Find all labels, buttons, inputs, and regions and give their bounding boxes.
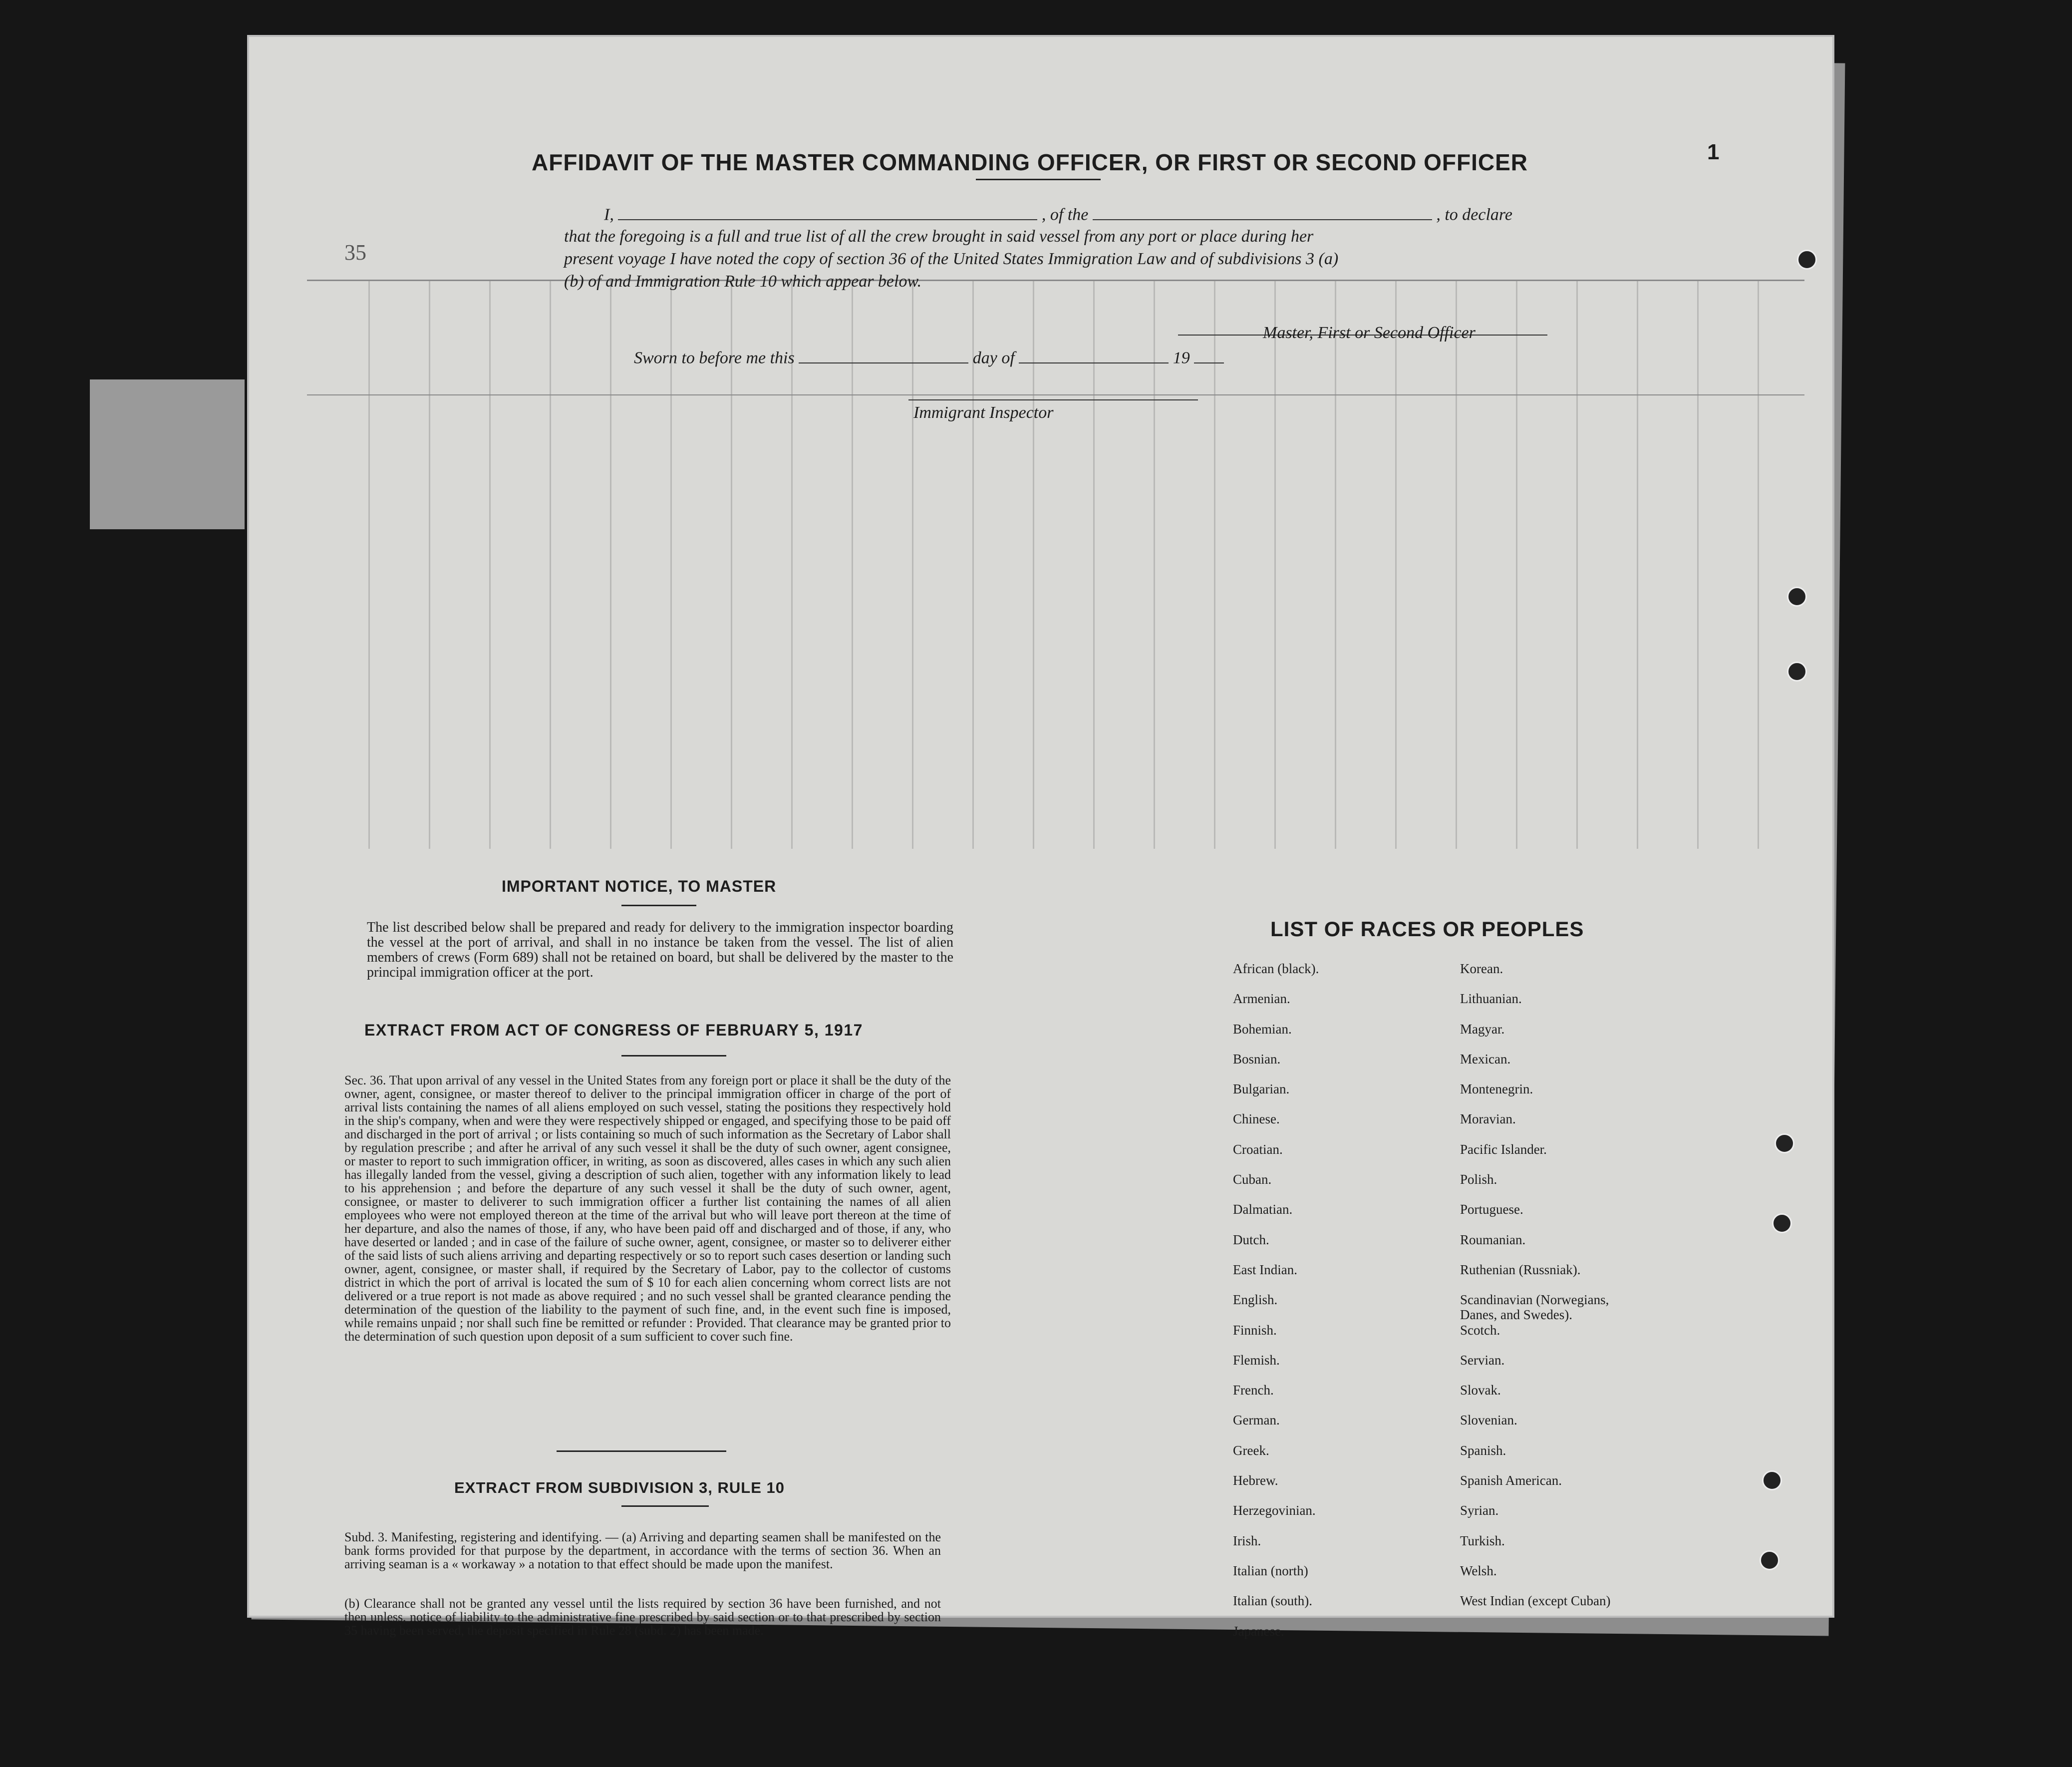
race-item: Bosnian. [1233,1051,1281,1066]
section-divider [557,1450,726,1452]
race-item: West Indian (except Cuban) [1460,1593,1611,1609]
affidavit-line-4: (b) of and Immigration Rule 10 which appear below. [564,272,922,291]
race-item: Slovak. [1460,1383,1501,1398]
race-item: English. [1233,1292,1278,1308]
day-of-label: day of [972,349,1015,367]
race-item: Scotch. [1460,1322,1500,1338]
act-title: EXTRACT FROM ACT OF CONGRESS OF FEBRUARY 5, 1917 [364,1021,863,1039]
act-underline [621,1055,726,1057]
notice-title: IMPORTANT NOTICE, TO MASTER [502,877,777,895]
punch-hole [1775,1133,1794,1153]
year-label: 19 [1173,349,1190,367]
race-item: Ruthenian (Russniak). [1460,1262,1581,1277]
race-item: Chinese. [1233,1111,1280,1127]
affidavit-line-1 [604,204,1512,225]
race-item: Servian. [1460,1352,1505,1368]
races-column-1 [1233,961,1319,1654]
name-blank [618,204,1037,220]
corner-number: 1 [1707,140,1720,164]
notice-underline [621,905,696,906]
rule-underline [621,1505,709,1507]
rule-text-a: Subd. 3. Manifesting, registering and identifying. — (a) Arriving and departing seamen shall be manifested on the bank forms provided for that purpose by the department, in accordance with the terms of section 36. When an arriving seaman is a « workaway » a notation to that effect should be made upon the manifest. [344,1530,941,1571]
punch-hole [1762,1470,1782,1490]
race-item: Hebrew. [1233,1473,1278,1488]
punch-hole [1772,1213,1792,1233]
rule-title: EXTRACT FROM SUBDIVISION 3, RULE 10 [454,1479,785,1496]
affidavit-line-3: present voyage I have noted the copy of section 36 of the United States Immigration Law and of subdivisions 3 (a) [564,250,1339,268]
master-label: Master, First or Second Officer [1263,324,1476,342]
sworn-year-blank [1194,347,1224,363]
race-item: Spanish American. [1460,1473,1562,1488]
punch-hole [1797,250,1817,270]
affidavit-i: I, [604,205,614,224]
race-item: Scandinavian (Norwegians, Danes, and Swedes). [1460,1292,1609,1323]
affidavit-of-the: , of the [1041,205,1089,224]
sworn-line [634,347,1224,368]
race-item: Greek. [1233,1442,1269,1458]
race-item: Turkish. [1460,1533,1505,1548]
race-item: Japanese. [1233,1623,1284,1639]
race-item: Armenian. [1233,991,1290,1007]
punch-hole [1787,662,1807,682]
race-item: Syrian. [1460,1503,1499,1518]
race-item: Croatian. [1233,1141,1283,1157]
race-item: Herzegovinian. [1233,1503,1316,1518]
race-item: Flemish. [1233,1352,1280,1368]
race-item: Magyar. [1460,1021,1505,1037]
affidavit-title: AFFIDAVIT OF THE MASTER COMMANDING OFFICER, OR FIRST OR SECOND OFFICER [532,149,1528,175]
left-edge-card [90,379,245,529]
sworn-day-blank [799,347,968,363]
race-item: Dutch. [1233,1232,1269,1247]
race-item: Polish. [1460,1172,1497,1187]
race-item: Bohemian. [1233,1021,1292,1037]
act-text: Sec. 36. That upon arrival of any vessel in the United States from any foreign port or place it shall be the duty of the owner, agent, consignee, or master thereof to deliver to the principal immigration officer in charge of the port of arrival lists containing the names of all aliens employed on such vessel, stating the positions they respectively hold in the ship's company, when and were they were respectively shipped or engaged, and specifying those to be paid off and discharged in the port of arrival ; or lists containing so much of such information as the Secretary of Labor shall by regulation prescribe ; and after he arrival of any such vessel it shall be the duty of such owner, agent consignee, or master to report to such immigration officer, in writing, as soon as discovered, alles cases in which any such alien has illegally landed from the vessel, giving a description of such alien, together with any information likely to lead to his apprehension ; and before the departure of any such vessel it shall be the duty of such owner, agent, consignee, or master to deliverer to such immigration officer a further list containing the names of all alien employees who were not employed thereon at the time of the arrival but who will leave port thereon at the time of her departure, and also the names of those, if any, who have been paid off and discharged and of those, if any, who have deserted or landed ; and in case of the failure of suche owner, agent, consignee, or master so to deliverer either of the said lists of such aliens arriving and departing respectively or so to report such cases desertion or landing such owner, agent, consignee, or master shall, if required by the Secretary of Labor, pay to the collector of customs district in which the port of arrival is located the sum of $ 10 for each alien concerning whom correct lists are not delivered or a true report is not made as above required ; and no such vessel shall be granted clearance pending the determination of the question of the liability to the payment of such fine, and, in the event such fine is imposed, while remains unpaid ; nor shall such fine be remitted or refunder : Provided. That clearance may be granted prior to the determination of such question upon deposit of a sum sufficient to cover such fine. [344,1073,951,1344]
page-number: 35 [344,240,366,265]
rule-text-b: (b) Clearance shall not be granted any vessel until the lists required by section 36 have been furnished, and not then unless, notice of liability to the administrative fine prescribed by said section or to that prescribed by section 35 having been served, the deposit specified in Rule 28 (subd. 2) has been made. [344,1596,941,1638]
race-item: Italian (south). [1233,1593,1312,1609]
race-item: Cuban. [1233,1172,1272,1187]
sworn-month-blank [1019,347,1169,363]
table-top-rule [307,280,1804,281]
punch-hole [1760,1550,1779,1570]
race-item: Mexican. [1460,1051,1511,1066]
title-underline [976,179,1101,180]
sworn-label: Sworn to before me this [634,349,795,367]
inspector-label: Immigrant Inspector [913,403,1054,422]
inspector-signature-line [908,399,1198,400]
race-item: Korean. [1460,961,1503,976]
race-item: Portuguese. [1460,1202,1523,1217]
race-item: Spanish. [1460,1442,1506,1458]
races-title: LIST OF RACES OR PEOPLES [1270,917,1584,941]
race-item: Roumanian. [1460,1232,1526,1247]
races-column-2 [1460,961,1640,1624]
race-item: Slovenian. [1460,1413,1517,1428]
race-item: Italian (north) [1233,1563,1308,1578]
race-item: Pacific Islander. [1460,1141,1547,1157]
affidavit-line-2: that the foregoing is a full and true list of all the crew brought in said vessel from any port or place during her [564,227,1314,246]
race-item: Finnish. [1233,1322,1277,1338]
race-item: Dalmatian. [1233,1202,1293,1217]
race-item: French. [1233,1383,1274,1398]
race-item: East Indian. [1233,1262,1297,1277]
table-header-rule [307,394,1804,395]
race-item: Montenegrin. [1460,1081,1533,1097]
race-item: German. [1233,1413,1280,1428]
race-item: African (black). [1233,961,1319,976]
race-item: Irish. [1233,1533,1261,1548]
race-item: Welsh. [1460,1563,1497,1578]
race-item: Lithuanian. [1460,991,1522,1007]
notice-text: The list described below shall be prepared and ready for delivery to the immigration inspector boarding the vessel at the port of arrival, and shall in no instance be taken from the vessel. The list of alien members of crews (Form 689) shall not be retained on board, but shall be delivered by the master to the principal immigration officer at the port. [367,920,953,980]
vessel-blank [1093,204,1432,220]
punch-hole [1787,587,1807,607]
race-item: Bulgarian. [1233,1081,1290,1097]
race-item: Moravian. [1460,1111,1516,1127]
affidavit-to-declare: , to declare [1436,205,1512,224]
